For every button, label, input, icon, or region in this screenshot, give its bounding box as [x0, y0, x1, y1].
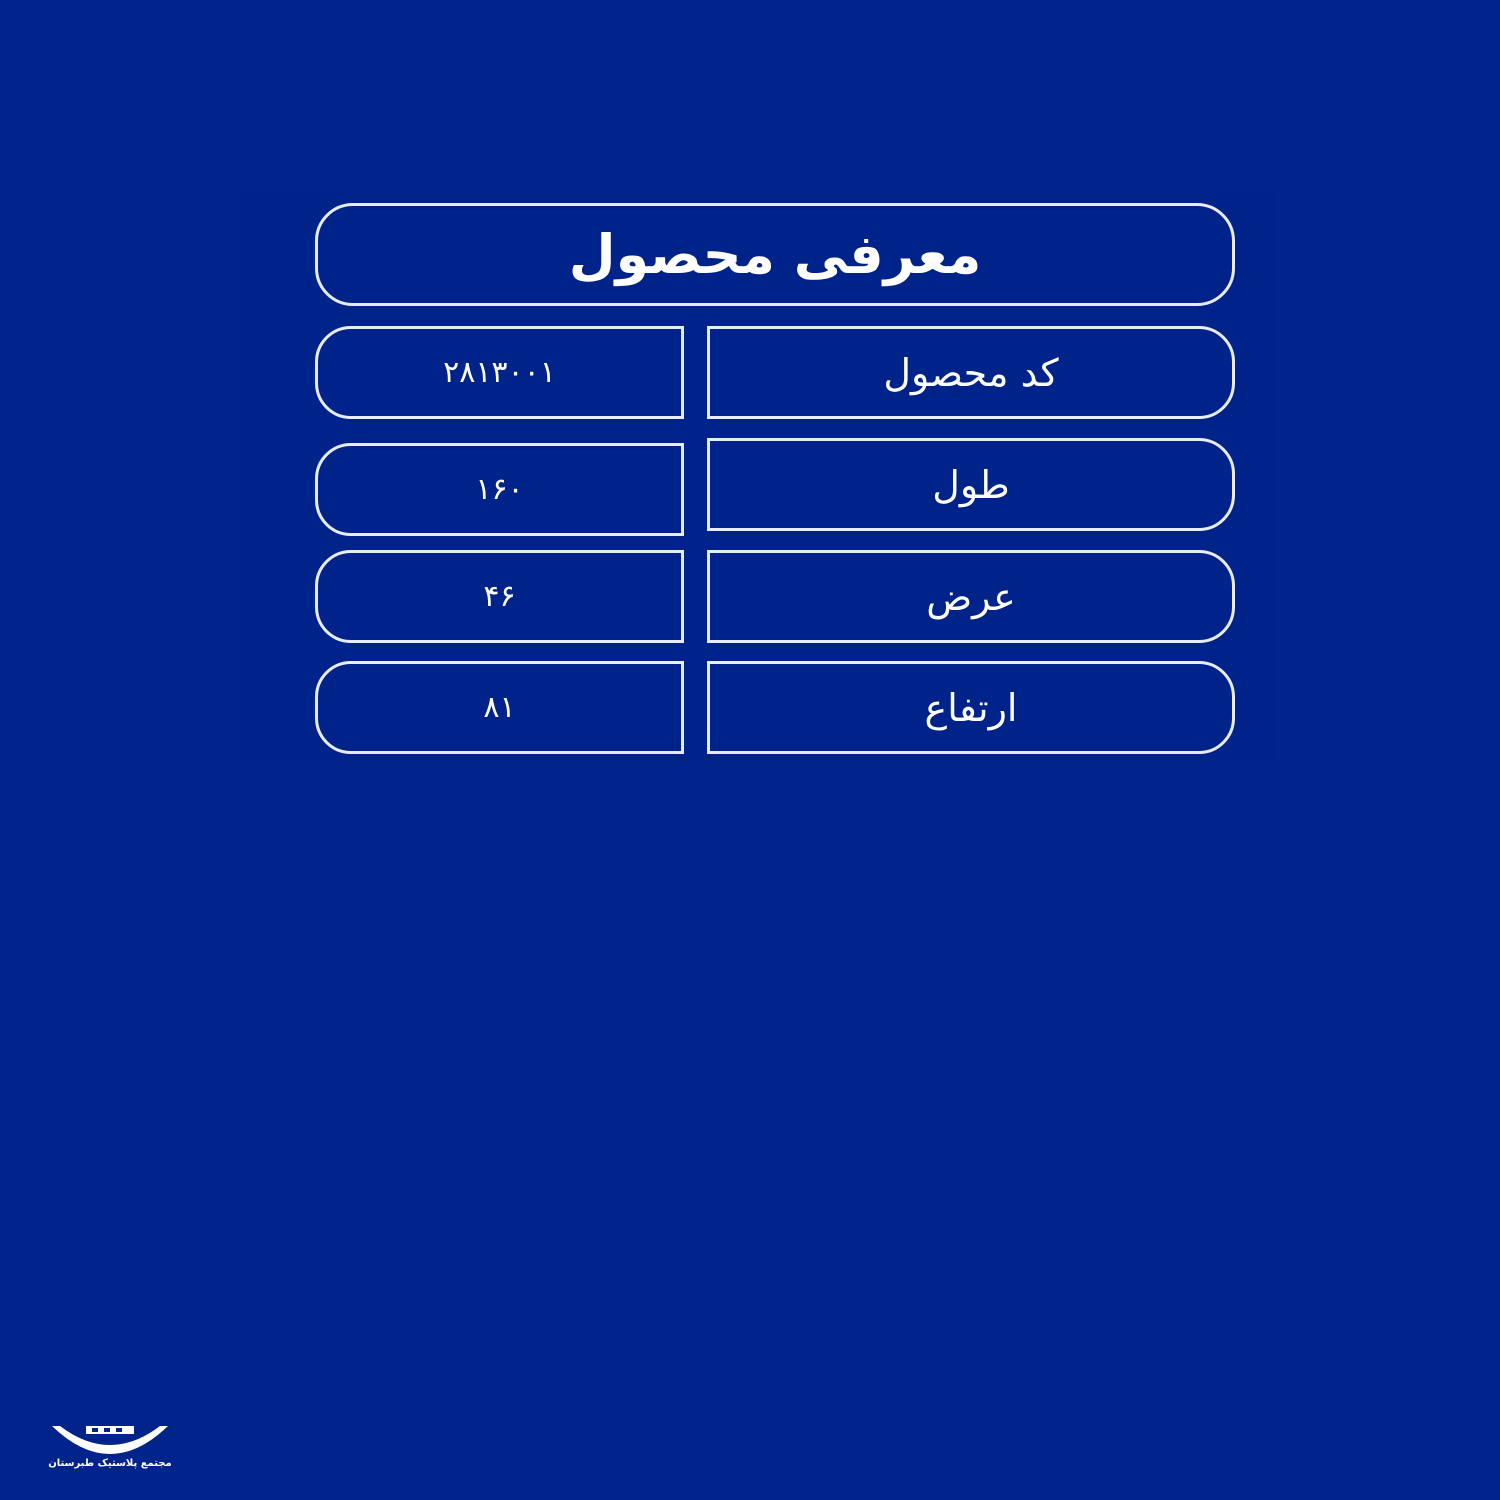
brand-logo-text: مجتمع پلاستیک طبرستان — [48, 1458, 172, 1469]
spec-label-product-code: کد محصول — [707, 326, 1235, 419]
spec-label-length: طول — [707, 438, 1235, 531]
brand-logo — [48, 1420, 172, 1480]
spec-value-width: ۴۶ — [315, 550, 684, 643]
brand-emblem-icon — [48, 1420, 172, 1456]
spec-label-width: عرض — [707, 550, 1235, 643]
spec-value-length: ۱۶۰ — [315, 443, 684, 536]
spec-value-height: ۸۱ — [315, 661, 684, 754]
spec-value-product-code: ۲۸۱۳۰۰۱ — [315, 326, 684, 419]
product-intro-title: معرفی محصول — [315, 203, 1235, 306]
spec-label-height: ارتفاع — [707, 661, 1235, 754]
